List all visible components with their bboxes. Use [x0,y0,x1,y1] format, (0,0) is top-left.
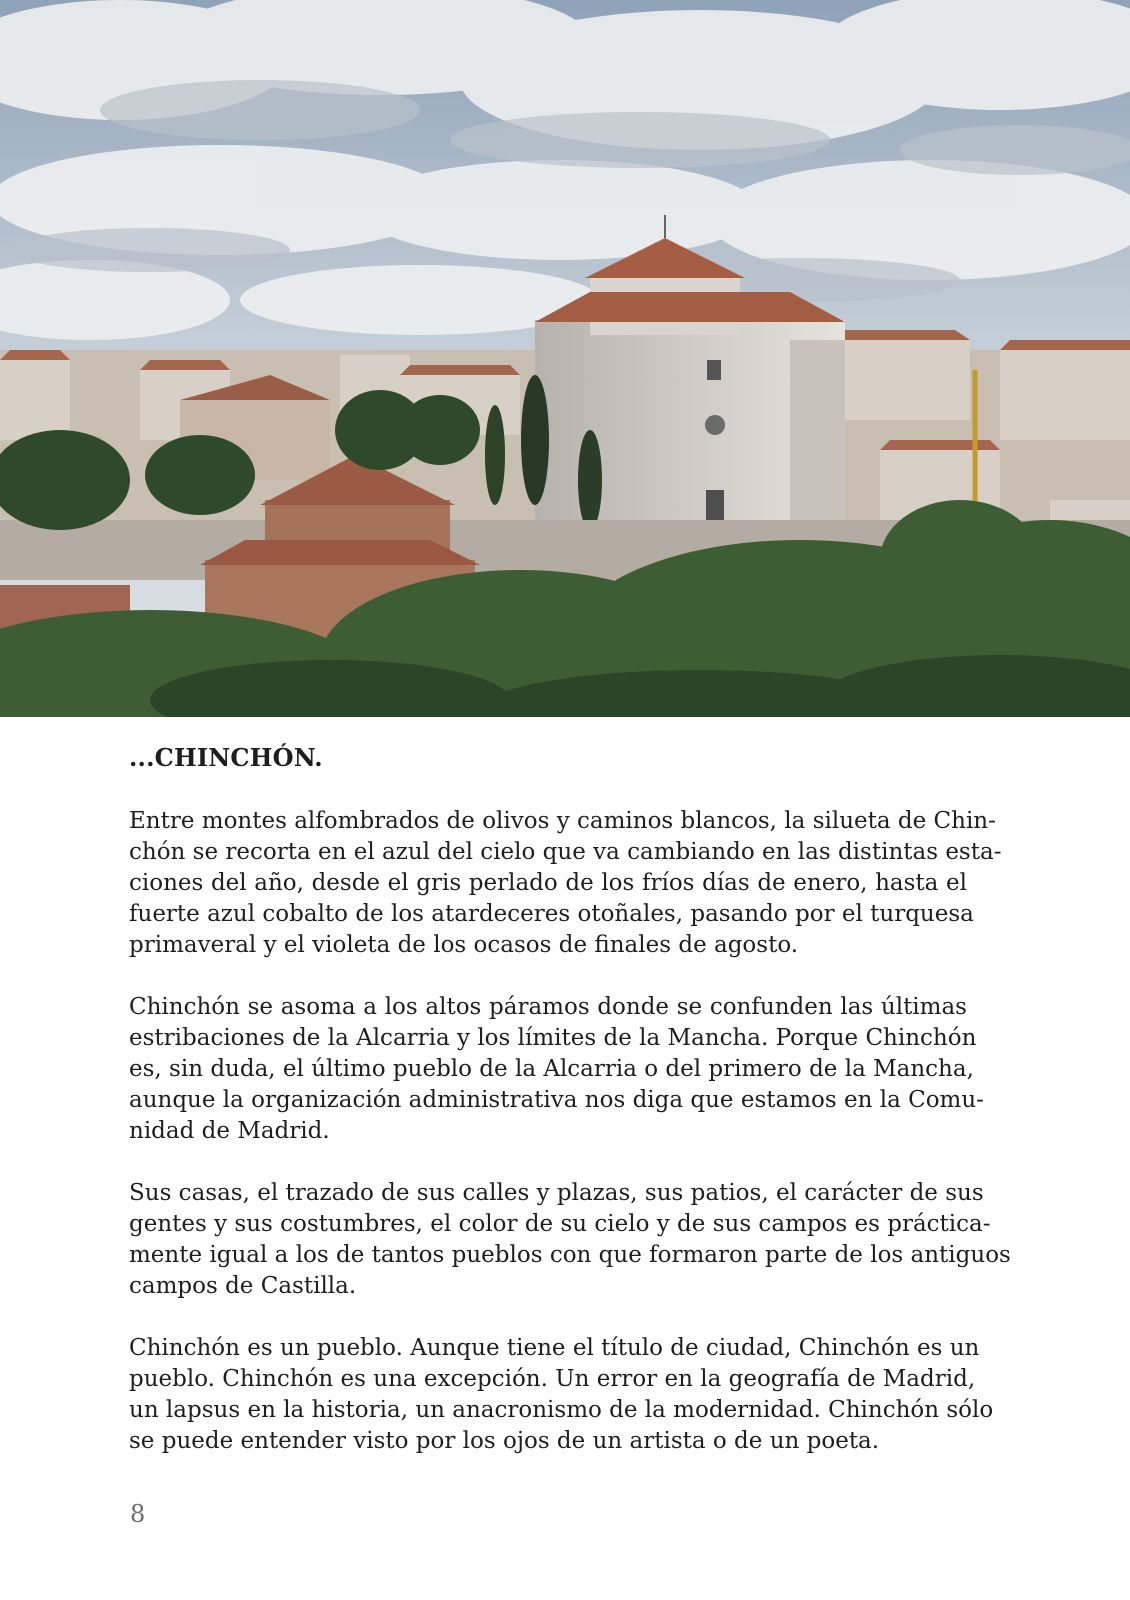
text-line: nidad de Madrid. [129,1118,330,1144]
text-line: primaveral y el violeta de los ocasos de finales de agosto. [129,932,799,958]
text-line: chón se recorta en el azul del cielo que va cambiando en las distintas esta- [129,839,1002,865]
text-line: ciones del año, desde el gris perlado de los fríos días de enero, hasta el [129,870,967,896]
text-line: es, sin duda, el último pueblo de la Alcarria o del primero de la Mancha, [129,1056,974,1082]
text-line: aunque la organización administrativa nos diga que estamos en la Comu- [129,1087,984,1113]
paragraph-3 [129,1178,1011,1302]
article-title: ...CHINCHÓN. [129,743,323,772]
text-line: un lapsus en la historia, un anacronismo de la modernidad. Chinchón sólo [129,1397,994,1423]
text-line: Chinchón es un pueblo. Aunque tiene el título de ciudad, Chinchón es un [129,1335,980,1361]
text-line: campos de Castilla. [129,1273,357,1299]
text-line: Chinchón se asoma a los altos páramos donde se confunden las últimas [129,994,967,1020]
text-line: mente igual a los de tantos pueblos con que formaron parte de los antiguos [129,1242,1011,1268]
text-line: estribaciones de la Alcarria y los límites de la Mancha. Porque Chinchón [129,1025,977,1051]
text-line: gentes y sus costumbres, el color de su cielo y de sus campos es práctica- [129,1211,991,1237]
page-number: 8 [130,1500,146,1528]
paragraph-1 [129,806,1002,961]
text-line: se puede entender visto por los ojos de un artista o de un poeta. [129,1428,880,1454]
header-photo [0,0,1130,717]
article [129,743,1011,1488]
text-line: fuerte azul cobalto de los atardeceres otoñales, pasando por el turquesa [129,901,974,927]
text-line: Sus casas, el trazado de sus calles y plazas, sus patios, el carácter de sus [129,1180,984,1206]
paragraph-2 [129,992,984,1147]
paragraph-4 [129,1333,994,1457]
text-line: pueblo. Chinchón es una excepción. Un error en la geografía de Madrid, [129,1366,976,1392]
text-line: Entre montes alfombrados de olivos y caminos blancos, la silueta de Chin- [129,808,996,834]
